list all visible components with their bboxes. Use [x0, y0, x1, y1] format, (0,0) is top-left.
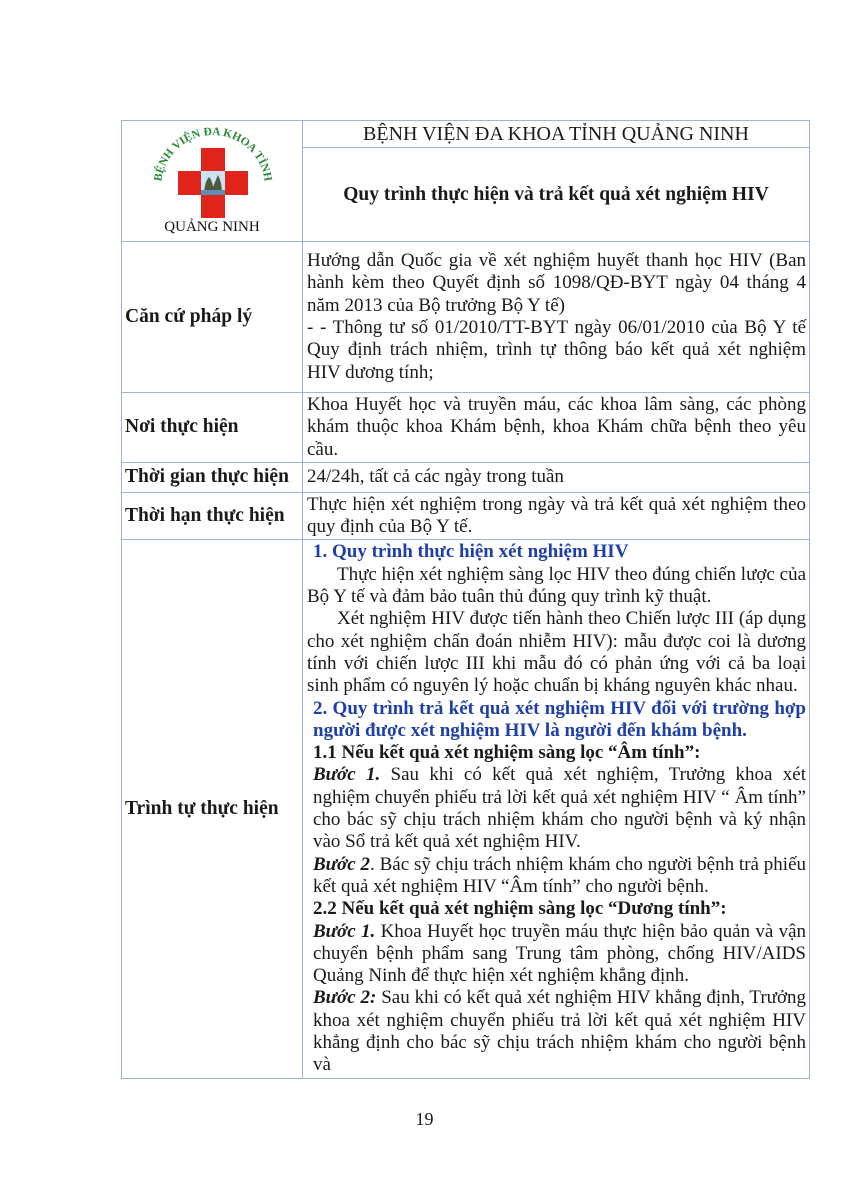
step-text: . Bác sỹ chịu trách nhiệm khám cho người bệnh trả phiếu kết quả xét nghiệm HIV “Âm tính” cho người bệnh.	[313, 853, 807, 897]
subsection-2-step-2	[307, 987, 806, 1076]
step-label: Bước 1.	[313, 920, 376, 942]
time-label: Thời gian thực hiện	[122, 462, 303, 492]
step-label: Bước 2	[313, 853, 371, 875]
section-2-title: 2. Quy trình trả kết quả xét nghiệm HIV đối với trường hợp người được xét nghiệm HIV là người đến khám bệnh.	[313, 697, 806, 741]
legal-basis-label: Căn cứ pháp lý	[122, 242, 303, 393]
procedure-table	[121, 120, 810, 1079]
section-1-para-2: Xét nghiệm HIV được tiến hành theo Chiến lược III (áp dụng cho xét nghiệm chẩn đoán nhiễm HIV): mẫu được coi là dương tính với chiến lược III khi mẫu đó có phản ứng với cả ba loại sinh phẩm có nguyên lý hoặc chuẩn bị kháng nguyên khác nhau.	[307, 608, 806, 697]
step-text: Khoa Huyết học truyền máu thực hiện bảo quản và vận chuyển bệnh phẩm sang Trung tâm phòng, chống HIV/AIDS Quảng Ninh để thực hiện xét nghiệm khẳng định.	[313, 920, 807, 987]
subsection-2-step-1	[307, 921, 806, 988]
step-label: Bước 2:	[313, 987, 377, 1009]
section-1-title: 1. Quy trình thực hiện xét nghiệm HIV	[313, 541, 629, 563]
procedure-title: Quy trình thực hiện và trả kết quả xét nghiệm HIV	[303, 148, 810, 242]
step-label: Bước 1.	[313, 764, 381, 786]
legal-basis-content	[303, 242, 810, 393]
place-label: Nơi thực hiện	[122, 393, 303, 463]
sequence-label: Trình tự thực hiện	[122, 540, 303, 1078]
subsection-2-title: 2.2 Nếu kết quả xét nghiệm sàng lọc “Dương tính”:	[313, 898, 727, 920]
step-text: Sau khi có kết quả xét nghiệm, Trưởng khoa xét nghiệm chuyển phiếu trả lời kết quả xét nghiệm HIV “ Âm tính” cho bác sỹ chịu trách nhiệm khám cho người bệnh và ký nhận vào Sổ trả kết quả xét nghiệm HIV.	[313, 764, 806, 853]
subsection-1-step-2	[307, 854, 806, 899]
section-1-para-1: Thực hiện xét nghiệm sàng lọc HIV theo đúng chiến lược của Bộ Y tế và đảm bảo tuân thủ đúng quy trình kỹ thuật.	[307, 563, 806, 608]
deadline-content: Thực hiện xét nghiệm trong ngày và trả kết quả xét nghiệm theo quy định của Bộ Y tế.	[303, 492, 810, 540]
deadline-label: Thời hạn thực hiện	[122, 492, 303, 540]
logo-arc-text: BỆNH VIỆN ĐA KHOA TỈNH	[152, 125, 274, 183]
place-content: Khoa Huyết học và truyền máu, các khoa lâm sàng, các phòng khám thuộc khoa Khám bệnh, khoa Khám chữa bệnh theo yêu cầu.	[303, 393, 810, 463]
page-number: 19	[415, 1109, 434, 1129]
logo-bottom-text: QUẢNG NINH	[164, 219, 260, 235]
legal-basis-para-2: - - Thông tư số 01/2010/TT-BYT ngày 06/01/2010 của Bộ Y tế Quy định trách nhiệm, trình tự thông báo kết quả xét nghiệm HIV dương tính;	[307, 317, 806, 383]
logo-cell	[122, 121, 303, 242]
hospital-logo	[137, 125, 287, 237]
step-text: Sau khi có kết quả xét nghiệm HIV khẳng định, Trưởng khoa xét nghiệm chuyển phiếu trả lời kết quả xét nghiệm HIV khẳng định cho bác sỹ chịu trách nhiệm khám cho người bệnh và	[313, 987, 806, 1076]
legal-basis-para-1: Hướng dẫn Quốc gia về xét nghiệm huyết thanh học HIV (Ban hành kèm theo Quyết định số 1098/QĐ-BYT ngày 04 tháng 4 năm 2013 của Bộ trưởng Bộ Y tế)	[307, 250, 806, 316]
subsection-1-title: 1.1 Nếu kết quả xét nghiệm sàng lọc “Âm tính”:	[313, 742, 701, 764]
hospital-name: BỆNH VIỆN ĐA KHOA TỈNH QUẢNG NINH	[303, 121, 810, 148]
subsection-1-step-1	[307, 764, 806, 853]
time-content: 24/24h, tất cả các ngày trong tuần	[303, 462, 810, 492]
sequence-content	[303, 540, 810, 1078]
